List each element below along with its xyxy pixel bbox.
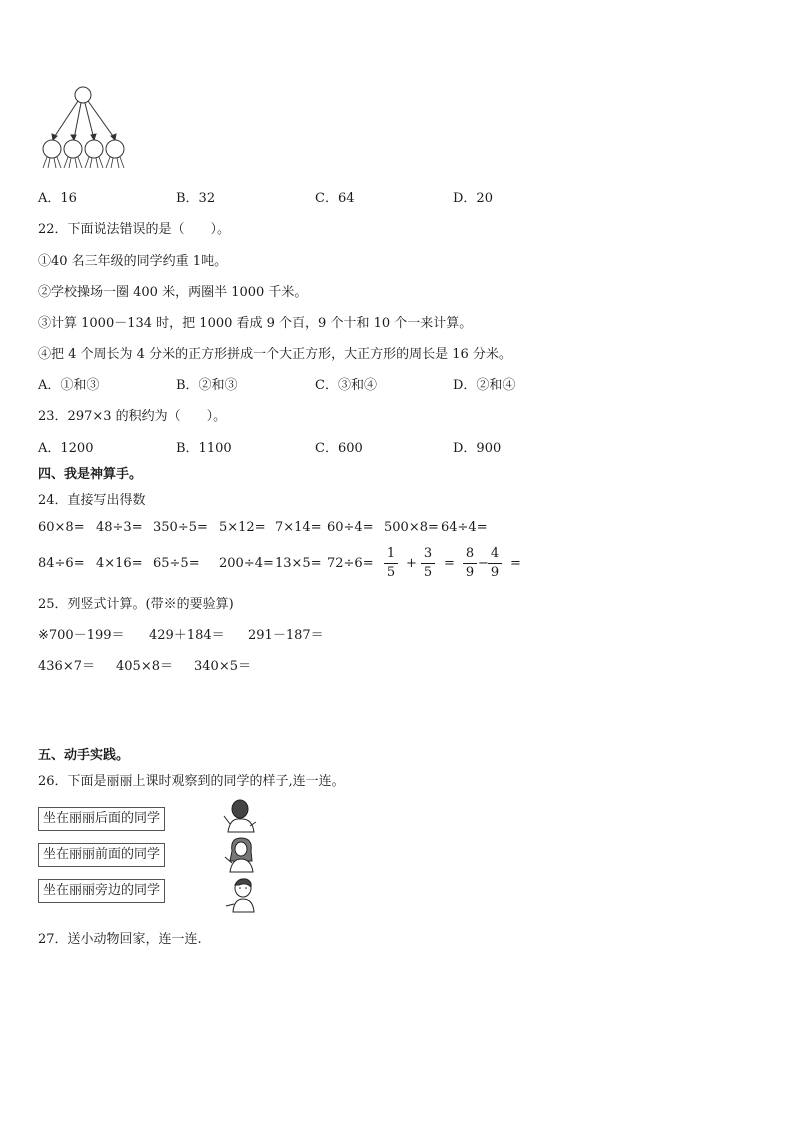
tree-arrows — [52, 101, 116, 140]
q23-option-a[interactable]: A．1200 — [38, 441, 94, 456]
q23-stem: 23．297×3 的积约为（ ）。 — [38, 409, 227, 424]
q21-option-c[interactable]: C．64 — [315, 191, 355, 206]
label-behind-classmate[interactable]: 坐在丽丽后面的同学 — [38, 807, 165, 831]
equals-sign: = — [444, 556, 455, 571]
tree-child-node — [106, 140, 124, 158]
q24-problem: 72÷6= — [327, 556, 374, 571]
tree-root-node — [75, 87, 91, 103]
q25-stem: 25．列竖式计算。(带※的要验算) — [38, 597, 234, 612]
fraction-8-9 — [463, 546, 477, 581]
q27-stem: 27．送小动物回家，连一连. — [38, 932, 202, 947]
q25-problem: 436×7＝ — [38, 659, 95, 674]
fraction-denominator: 5 — [386, 565, 396, 580]
classmate-side-figure[interactable] — [224, 877, 264, 913]
fraction-4-9 — [488, 546, 502, 581]
fraction-numerator: 3 — [423, 546, 433, 561]
label-side-classmate[interactable]: 坐在丽丽旁边的同学 — [38, 879, 165, 903]
q24-problem: 5×12= — [219, 520, 266, 535]
q23-option-b[interactable]: B．1100 — [176, 441, 232, 456]
classmate-back-figure[interactable] — [222, 798, 262, 834]
fraction-1-5 — [384, 546, 398, 581]
section-5-title: 五、动手实践。 — [38, 748, 130, 763]
fraction-3-5 — [421, 546, 435, 581]
q24-problem: 48÷3= — [96, 520, 143, 535]
q25-problem: 340×5＝ — [194, 659, 251, 674]
q22-option-b[interactable]: B．②和③ — [176, 378, 238, 393]
q26-stem: 26．下面是丽丽上课时观察到的同学的样子,连一连。 — [38, 774, 345, 789]
tree-diagram — [38, 84, 138, 174]
q23-option-d[interactable]: D．900 — [453, 441, 502, 456]
q23-option-c[interactable]: C．600 — [315, 441, 363, 456]
q24-stem: 24．直接写出得数 — [38, 493, 146, 508]
q22-statement-3: ③计算 1000－134 时，把 1000 看成 9 个百，9 个十和 10 个一来计算。 — [38, 316, 473, 331]
q24-problem: 500×8= — [384, 520, 439, 535]
q24-problem: 350÷5= — [153, 520, 208, 535]
plus-sign: + — [406, 556, 417, 571]
q24-problem: 65÷5= — [153, 556, 200, 571]
equals-sign: = — [510, 556, 521, 571]
q22-statement-1: ①40 名三年级的同学约重 1吨。 — [38, 254, 228, 269]
q21-option-d[interactable]: D．20 — [453, 191, 493, 206]
q22-statement-2: ②学校操场一圈 400 米，两圈半 1000 千米。 — [38, 285, 308, 300]
q24-problem: 60×8= — [38, 520, 85, 535]
q22-option-a[interactable]: A．①和③ — [38, 378, 100, 393]
q24-problem: 4×16= — [96, 556, 143, 571]
minus-sign: − — [478, 556, 489, 571]
classmate-front-figure[interactable] — [222, 835, 262, 873]
tree-child-node — [85, 140, 103, 158]
tree-leaf-lines — [43, 157, 124, 168]
fraction-numerator: 8 — [465, 546, 475, 561]
section-4-title: 四、我是神算手。 — [38, 467, 143, 482]
fraction-numerator: 4 — [490, 546, 500, 561]
q25-problem: 291－187＝ — [248, 628, 324, 643]
q22-option-d[interactable]: D．②和④ — [453, 378, 516, 393]
q24-problem: 84÷6= — [38, 556, 85, 571]
q22-stem: 22．下面说法错误的是（ ）。 — [38, 222, 231, 237]
q25-problem: 429＋184＝ — [149, 628, 225, 643]
fraction-denominator: 5 — [423, 565, 433, 580]
q24-problem: 200÷4= — [219, 556, 274, 571]
q22-statement-4: ④把 4 个周长为 4 分米的正方形拼成一个大正方形，大正方形的周长是 16 分米。 — [38, 347, 512, 362]
tree-child-node — [43, 140, 61, 158]
fraction-denominator: 9 — [490, 565, 500, 580]
q25-problem: 405×8＝ — [116, 659, 173, 674]
q24-problem: 13×5= — [275, 556, 322, 571]
q25-problem: ※700－199＝ — [38, 628, 125, 643]
q24-problem: 64÷4= — [441, 520, 488, 535]
q21-option-b[interactable]: B．32 — [176, 191, 216, 206]
q24-problem: 60÷4= — [327, 520, 374, 535]
q21-option-a[interactable]: A．16 — [38, 191, 77, 206]
q24-problem: 7×14= — [275, 520, 322, 535]
fraction-numerator: 1 — [386, 546, 396, 561]
tree-child-node — [64, 140, 82, 158]
q22-option-c[interactable]: C．③和④ — [315, 378, 377, 393]
fraction-denominator: 9 — [465, 565, 475, 580]
label-front-classmate[interactable]: 坐在丽丽前面的同学 — [38, 843, 165, 867]
